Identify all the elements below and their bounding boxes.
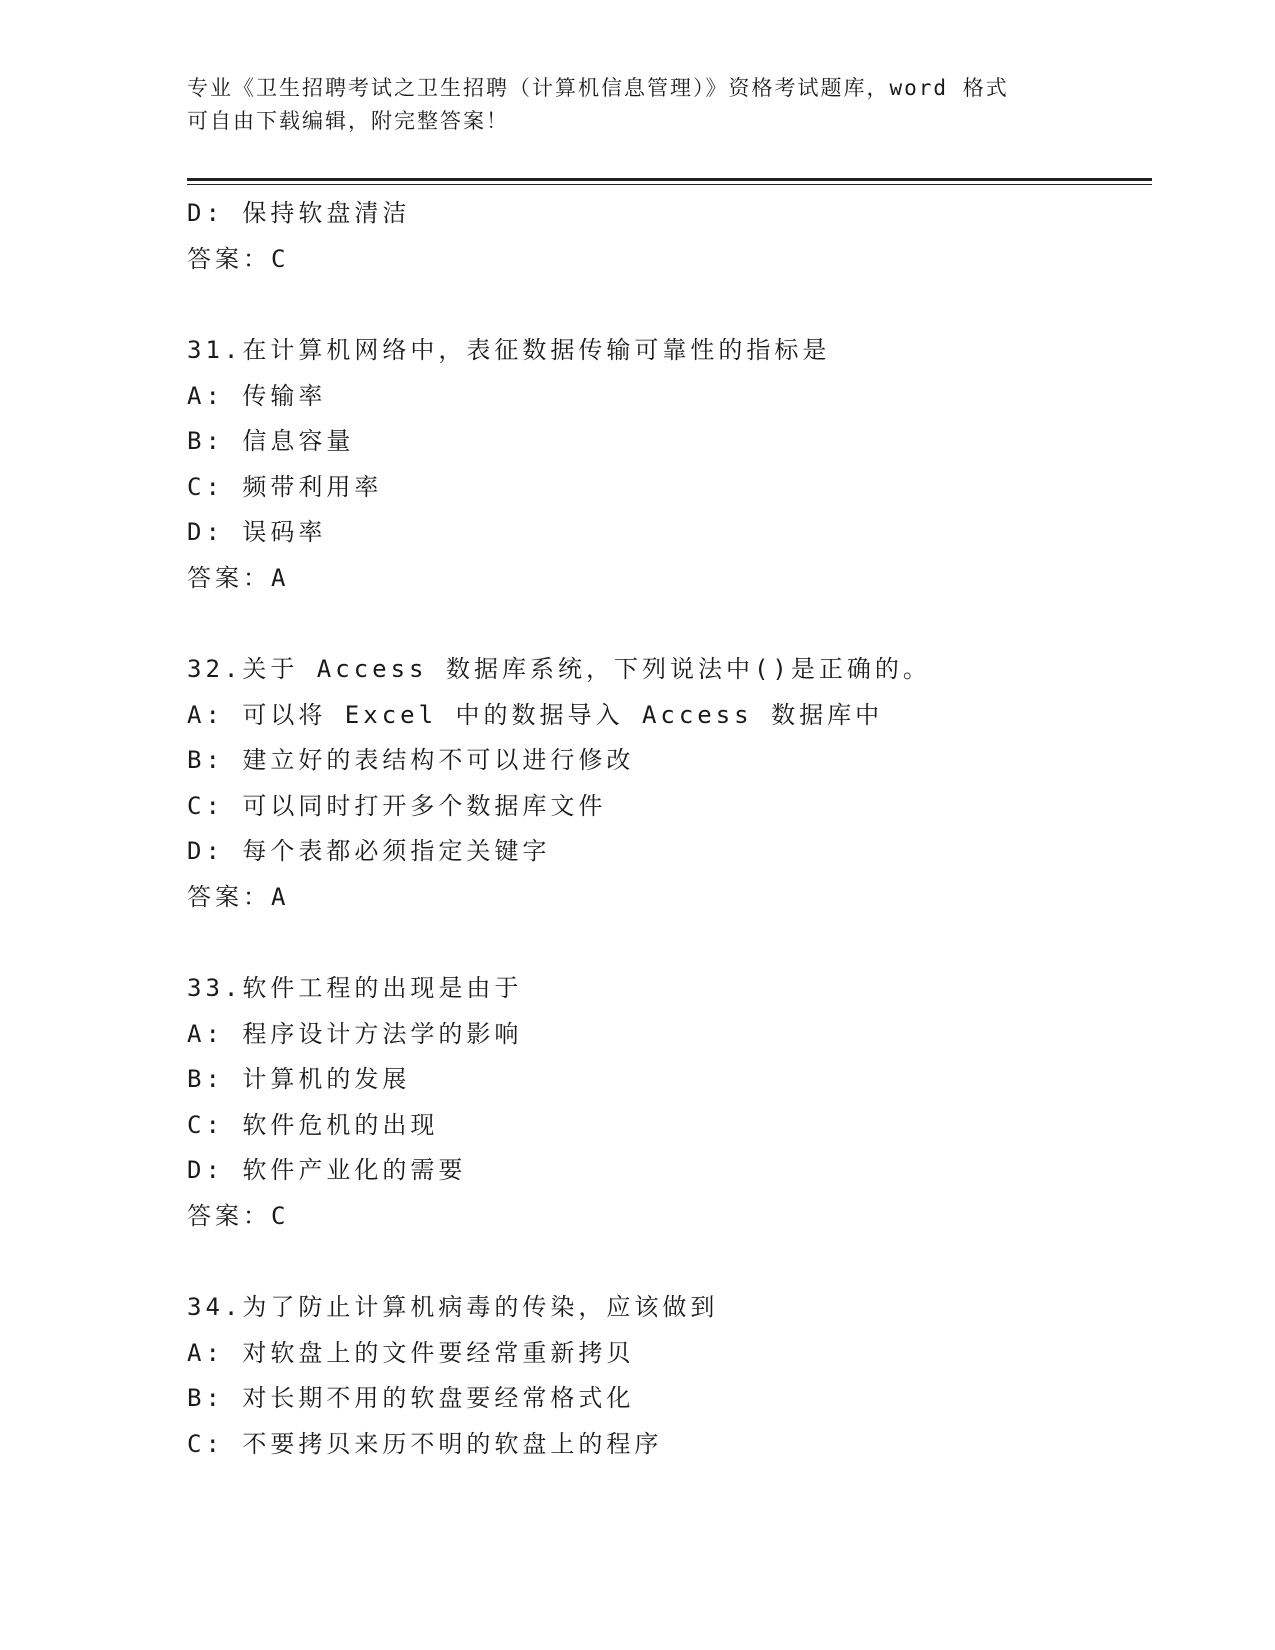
spacer	[187, 1239, 1147, 1285]
header-divider-thin	[187, 184, 1152, 185]
question-31-option-b: B: 信息容量	[187, 427, 355, 455]
question-33-option-d: D: 软件产业化的需要	[187, 1156, 467, 1184]
question-34-option-c: C: 不要拷贝来历不明的软盘上的程序	[187, 1429, 663, 1458]
document-header	[187, 72, 1087, 138]
question-33-option-a: A: 程序设计方法学的影响	[187, 1019, 523, 1048]
question-34-option-a: A: 对软盘上的文件要经常重新拷贝	[187, 1338, 635, 1367]
prev-answer: 答案：C	[187, 244, 290, 273]
question-33-option-b: B: 计算机的发展	[187, 1065, 411, 1093]
question-32-answer: 答案：A	[187, 882, 290, 911]
question-32-stem: 32.关于 Access 数据库系统，下列说法中()是正确的。	[187, 655, 931, 683]
question-31-option-a: A: 传输率	[187, 381, 327, 410]
question-31-option-c: C: 频带利用率	[187, 472, 383, 501]
question-34-option-b: B: 对长期不用的软盘要经常格式化	[187, 1384, 635, 1412]
question-32-option-a: A: 可以将 Excel 中的数据导入 Access 数据库中	[187, 700, 884, 729]
prev-option-d: D: 保持软盘清洁	[187, 199, 411, 227]
question-34-stem: 34.为了防止计算机病毒的传染，应该做到	[187, 1293, 719, 1321]
question-31-answer: 答案：A	[187, 563, 290, 592]
header-line-1: 专业《卫生招聘考试之卫生招聘（计算机信息管理）》资格考试题库，word 格式	[187, 76, 1009, 100]
question-33-option-c: C: 软件危机的出现	[187, 1110, 439, 1139]
header-line-2: 可自由下载编辑，附完整答案！	[187, 109, 509, 133]
question-list	[187, 191, 1147, 1467]
spacer	[187, 601, 1147, 647]
question-31-stem: 31.在计算机网络中，表征数据传输可靠性的指标是	[187, 336, 831, 364]
question-33-answer: 答案：C	[187, 1201, 290, 1230]
header-divider-thick	[187, 178, 1152, 181]
spacer	[187, 920, 1147, 966]
question-33-stem: 33.软件工程的出现是由于	[187, 974, 523, 1002]
question-32-option-b: B: 建立好的表结构不可以进行修改	[187, 746, 635, 774]
spacer	[187, 282, 1147, 328]
question-32-option-c: C: 可以同时打开多个数据库文件	[187, 791, 607, 820]
question-32-option-d: D: 每个表都必须指定关键字	[187, 837, 551, 865]
question-31-option-d: D: 误码率	[187, 518, 327, 546]
